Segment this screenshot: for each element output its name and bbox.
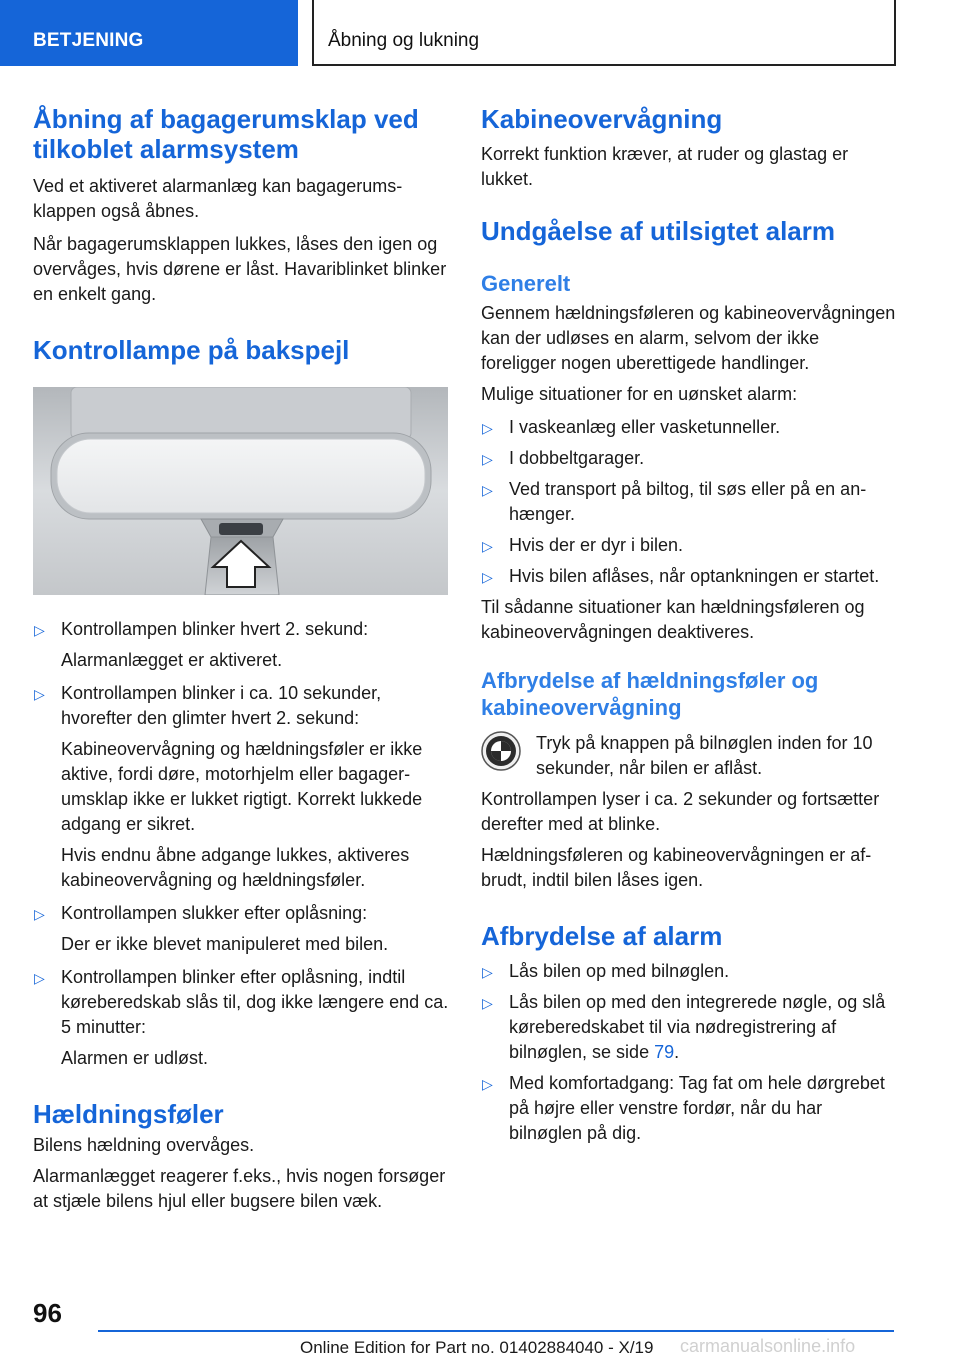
list-item: ▷ Kontrollampen blinker efter oplåsning, indtil køreberedskab slås til, dog ikke længere end ca. 5 minutter: (34, 967, 449, 1037)
subheading-interrupt-sensor: Afbrydelse af hældningsføler og kabineovervågning (481, 668, 819, 720)
bullet-triangle-icon: ▷ (482, 482, 493, 498)
paragraph: Alarmanlægget reagerer f.eks., hvis nogen forsøger at stjæle bilens hjul eller bugsere bilen væk. (33, 1166, 446, 1211)
right-column (481, 104, 897, 1146)
heading-interrupt-alarm: Afbrydelse af alarm (481, 921, 723, 951)
list-item: ▷ Hvis bilen aflåses, når optankningen er startet. (481, 564, 897, 589)
left-column (33, 104, 449, 1214)
bullet-triangle-icon: ▷ (34, 970, 45, 986)
list-item: ▷ Lås bilen op med bilnøglen. (481, 959, 897, 984)
bullet-triangle-icon: ▷ (482, 420, 493, 436)
situation-list (481, 415, 897, 589)
heading-trunk-alarm: Åbning af bagagerumsklap ved tilkoblet alarmsystem (33, 104, 419, 164)
paragraph: Til sådanne situationer kan hældningsføleren og kabineovervågningen deaktiveres. (481, 597, 865, 642)
watermark: carmanualsonline.info (680, 1336, 856, 1356)
list-item: ▷ Lås bilen op med den integrerede nøgle, og slå køreberedskabet til via nødregistrering af bilnøglen, se side 79. (482, 992, 886, 1062)
bullet-triangle-icon: ▷ (34, 622, 45, 638)
chapter-title: Åbning og lukning (312, 0, 896, 66)
page-header (0, 0, 960, 66)
page-reference-link[interactable]: 79 (654, 1042, 675, 1062)
paragraph: Ved et aktiveret alarmanlæg kan bagagerumsklappen også åbnes. (33, 176, 403, 221)
paragraph: Kontrollampen lyser i ca. 2 sekunder og fortsætter derefter med at blinke. (481, 789, 880, 834)
bullet-triangle-icon: ▷ (482, 1076, 493, 1092)
heading-cabin-monitoring: Kabineovervågning (481, 104, 723, 134)
paragraph: Hældningsføleren og kabineovervågningen er afbrudt, indtil bilen låses igen. (481, 845, 872, 890)
list-item: ▷ Kontrollampen blinker i ca. 10 sekunder, hvorefter den glimter hvert 2. sekund: (34, 683, 382, 728)
list-item: ▷ Med komfortadgang: Tag fat om hele dørgrebet på højre eller venstre fordør, når du har bilnøglen på dig. (482, 1073, 885, 1143)
mirror-illustration (33, 387, 448, 595)
paragraph: Når bagagerumsklappen lukkes, låses den igen og overvåges, hvis dørene er låst. Havariblinket blinker en enkelt gang. (33, 234, 447, 304)
heading-tilt-sensor: Hældningsføler (33, 1099, 224, 1129)
bullet-triangle-icon: ▷ (34, 906, 45, 922)
list-subtext: Der er ikke blevet manipuleret med bilen. (61, 934, 389, 954)
bmw-key-logo-icon (481, 731, 521, 771)
heading-avoid-alarm: Undgåelse af utilsigtet alarm (481, 216, 835, 246)
list-item: ▷ Ved transport på biltog, til søs eller på en anhænger. (482, 479, 867, 524)
bullet-triangle-icon: ▷ (482, 995, 493, 1011)
bullet-triangle-icon: ▷ (482, 964, 493, 980)
list-subtext: Hvis endnu åbne adgange lukkes, aktiveres kabineovervågning og hældningsføler. (61, 845, 410, 890)
indicator-list (33, 617, 449, 1071)
footer-divider (98, 1330, 894, 1332)
section-label: BETJENING (0, 0, 298, 66)
paragraph: Bilens hældning overvåges. (33, 1135, 255, 1155)
paragraph: Korrekt funktion kræver, at ruder og glastag er lukket. (481, 144, 849, 189)
bullet-triangle-icon: ▷ (34, 686, 45, 702)
paragraph: Mulige situationer for en uønsket alarm: (481, 384, 798, 404)
rearview-mirror-image (33, 387, 448, 595)
bullet-triangle-icon: ▷ (482, 569, 493, 585)
list-item: ▷ Hvis der er dyr i bilen. (481, 533, 897, 558)
list-item: ▷ Kontrollampen slukker efter oplåsning: (33, 901, 449, 926)
list-item: ▷ I vaskeanlæg eller vasketunneller. (481, 415, 897, 440)
paragraph: Gennem hældningsføleren og kabineovervågningen kan der udløses en alarm, selvom der ikke foreligger nogen uberettigede handlinger. (481, 303, 896, 373)
list-subtext: Alarmen er udløst. (61, 1048, 209, 1068)
key-button-instruction: Tryk på knappen på bilnøglen inden for 10 sekunder, når bilen er aflåst. (481, 731, 897, 781)
interrupt-list (481, 959, 897, 1146)
list-subtext: Kabineovervågning og hældningsføler er ikke aktive, fordi døre, motorhjelm eller bagagerumsklap ikke er lukket rigtigt. Korrekt lukkede adgang er sikret. (61, 739, 423, 834)
list-item: ▷ Kontrollampen blinker hvert 2. sekund: (33, 617, 449, 642)
subheading-general: Generelt (481, 271, 571, 296)
bullet-triangle-icon: ▷ (482, 538, 493, 554)
bullet-triangle-icon: ▷ (482, 451, 493, 467)
page-number: 96 (33, 1298, 62, 1328)
footer-edition: Online Edition for Part no. 01402884040 - X/19 (300, 1338, 654, 1357)
list-subtext: Alarmanlægget er aktiveret. (61, 650, 283, 670)
heading-indicator-lamp: Kontrollampe på bakspejl (33, 335, 350, 365)
list-item: ▷ I dobbeltgarager. (481, 446, 897, 471)
